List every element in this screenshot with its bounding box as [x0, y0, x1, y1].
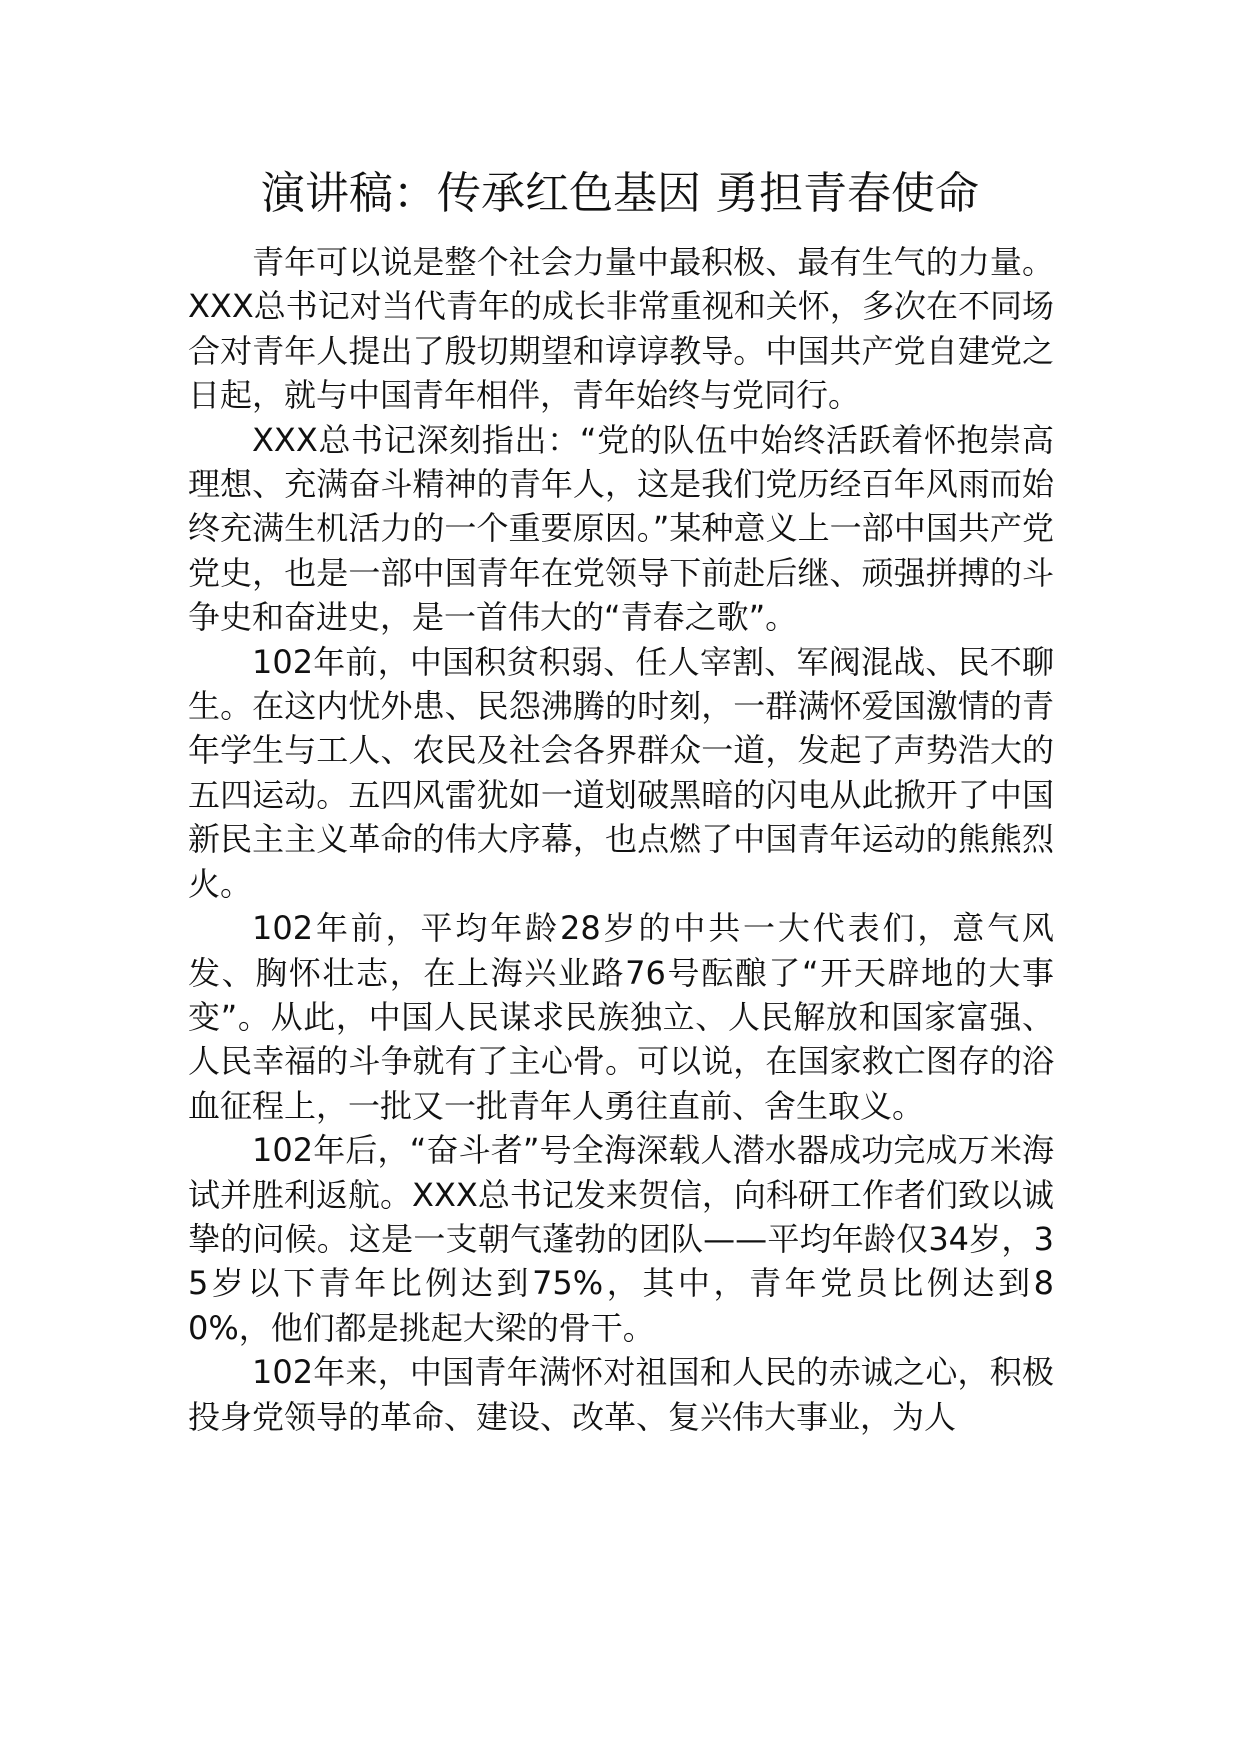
document-title: 演讲稿：传承红色基因 勇担青春使命 [261, 168, 979, 219]
document-body [188, 240, 1054, 1439]
paragraph: 102年后，“奋斗者”号全海深载人潜水器成功完成万米海试并胜利返航。XXX总书记发来贺信，向科研工作者们致以诚挚的问候。这是一支朝气蓬勃的团队——平均年龄仅34岁，35岁以下青年比例达到75%，其中，青年党员比例达到80%，他们都是挑起大梁的骨干。 [188, 1131, 1054, 1347]
paragraph: XXX总书记深刻指出：“党的队伍中始终活跃着怀抱崇高理想、充满奋斗精神的青年人，这是我们党历经百年风雨而始终充满生机活力的一个重要原因。”某种意义上一部中国共产党党史，也是一部中国青年在党领导下前赴后继、顽强拼搏的斗争史和奋进史，是一首伟大的“青春之歌”。 [188, 420, 1054, 637]
paragraph: 102年来，中国青年满怀对祖国和人民的赤诚之心，积极投身党领导的革命、建设、改革、复兴伟大事业，为人 [188, 1353, 1054, 1436]
paragraph: 102年前，平均年龄28岁的中共一大代表们，意气风发、胸怀壮志，在上海兴业路76号酝酿了“开天辟地的大事变”。从此，中国人民谋求民族独立、人民解放和国家富强、人民幸福的斗争就有了主心骨。可以说，在国家救亡图存的浴血征程上，一批又一批青年人勇往直前、舍生取义。 [188, 909, 1054, 1125]
paragraph: 102年前，中国积贫积弱、任人宰割、军阀混战、民不聊生。在这内忧外患、民怨沸腾的时刻，一群满怀爱国激情的青年学生与工人、农民及社会各界群众一道，发起了声势浩大的五四运动。五四风雷犹如一道划破黑暗的闪电从此掀开了中国新民主主义革命的伟大序幕，也点燃了中国青年运动的熊熊烈火。 [188, 642, 1054, 903]
paragraph: 青年可以说是整个社会力量中最积极、最有生气的力量。XXX总书记对当代青年的成长非常重视和关怀，多次在不同场合对青年人提出了殷切期望和谆谆教导。中国共产党自建党之日起，就与中国青年相伴，青年始终与党同行。 [188, 243, 1054, 415]
